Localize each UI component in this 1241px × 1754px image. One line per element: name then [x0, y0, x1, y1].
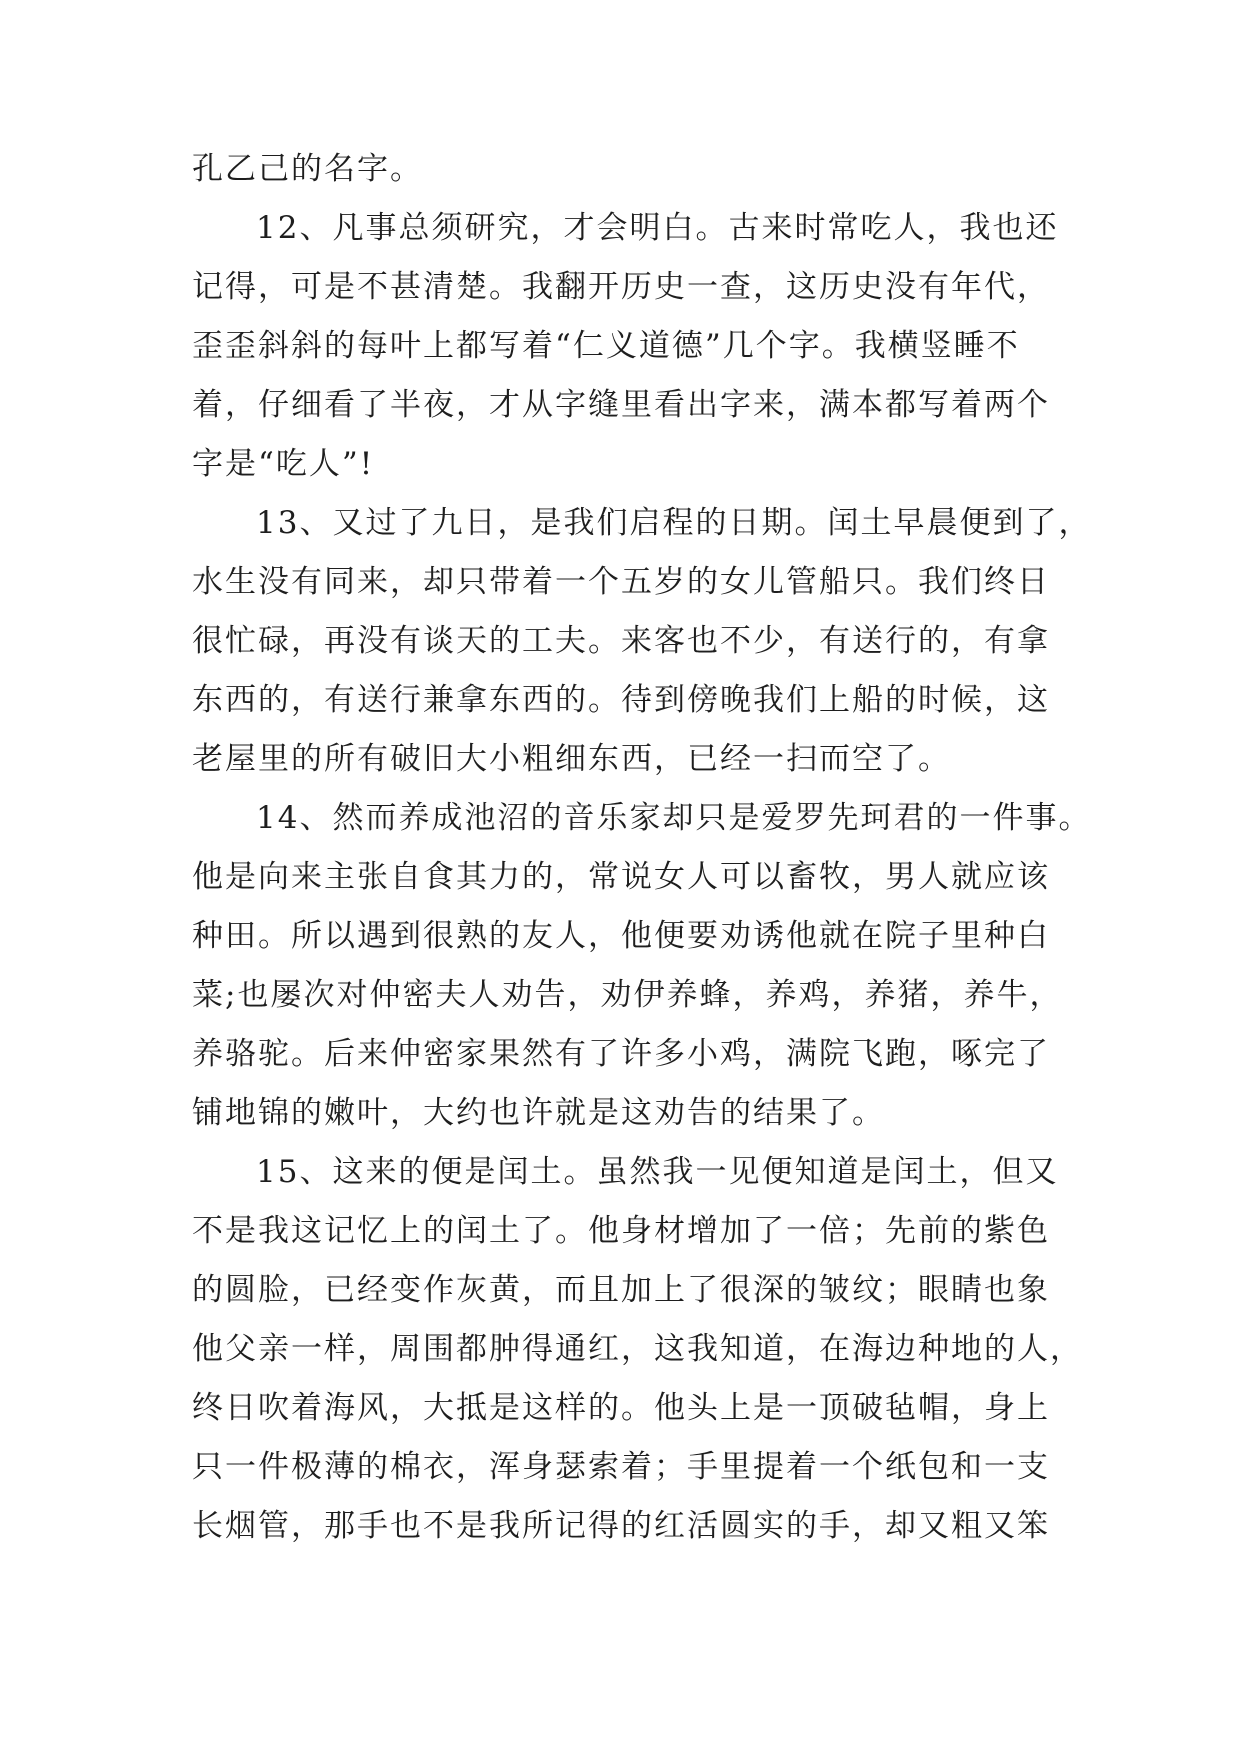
paragraph-continuation	[192, 140, 1072, 199]
text-line: 他父亲一样，周围都肿得通红，这我知道，在海边种地的人，	[192, 1331, 1083, 1367]
text-line: 种田。所以遇到很熟的友人，他便要劝诱他就在院子里种白	[192, 918, 1050, 954]
text-line: 老屋里的所有破旧大小粗细东西，已经一扫而空了。	[192, 741, 951, 777]
text-line: 终日吹着海风，大抵是这样的。他头上是一顶破毡帽，身上	[192, 1390, 1050, 1426]
text-line: 长烟管，那手也不是我所记得的红活圆实的手，却又粗又笨	[192, 1508, 1050, 1544]
paragraph-14	[192, 789, 1092, 1143]
text-line: 12、凡事总须研究，才会明白。古来时常吃人，我也还	[256, 210, 1059, 246]
text-line: 15、这来的便是闰土。虽然我一见便知道是闰土，但又	[256, 1154, 1059, 1190]
text-line: 13、又过了九日，是我们启程的日期。闰土早晨便到了，	[256, 505, 1092, 541]
text-line: 14、然而养成池沼的音乐家却只是爱罗先珂君的一件事。	[256, 800, 1092, 836]
text-line: 他是向来主张自食其力的，常说女人可以畜牧，男人就应该	[192, 859, 1050, 895]
text-line: 很忙碌，再没有谈天的工夫。来客也不少，有送行的，有拿	[192, 623, 1050, 659]
text-line: 记得，可是不甚清楚。我翻开历史一查，这历史没有年代，	[192, 269, 1050, 305]
paragraph-13	[192, 494, 1092, 789]
body-text	[192, 140, 1092, 1556]
text-line: 水生没有同来，却只带着一个五岁的女儿管船只。我们终日	[192, 564, 1050, 600]
text-line: 东西的，有送行兼拿东西的。待到傍晚我们上船的时候，这	[192, 682, 1050, 718]
text-line: 的圆脸，已经变作灰黄，而且加上了很深的皱纹；眼睛也象	[192, 1272, 1050, 1308]
text-line: 孔乙己的名字。	[192, 151, 423, 187]
paragraph-12	[192, 199, 1072, 494]
text-line: 只一件极薄的棉衣，浑身瑟索着；手里提着一个纸包和一支	[192, 1449, 1050, 1485]
text-line: 字是“吃人”!	[192, 446, 375, 482]
text-line: 养骆驼。后来仲密家果然有了许多小鸡，满院飞跑，啄完了	[192, 1036, 1050, 1072]
text-line: 着，仔细看了半夜，才从字缝里看出字来，满本都写着两个	[192, 387, 1050, 423]
text-line: 不是我这记忆上的闰土了。他身材增加了一倍；先前的紫色	[192, 1213, 1050, 1249]
paragraph-15	[192, 1143, 1083, 1556]
text-line: 铺地锦的嫩叶，大约也许就是这劝告的结果了。	[192, 1095, 885, 1131]
text-line: 歪歪斜斜的每叶上都写着“仁义道德”几个字。我横竖睡不	[192, 328, 1020, 364]
text-line: 菜;也屡次对仲密夫人劝告，劝伊养蜂，养鸡，养猪，养牛，	[192, 977, 1063, 1013]
